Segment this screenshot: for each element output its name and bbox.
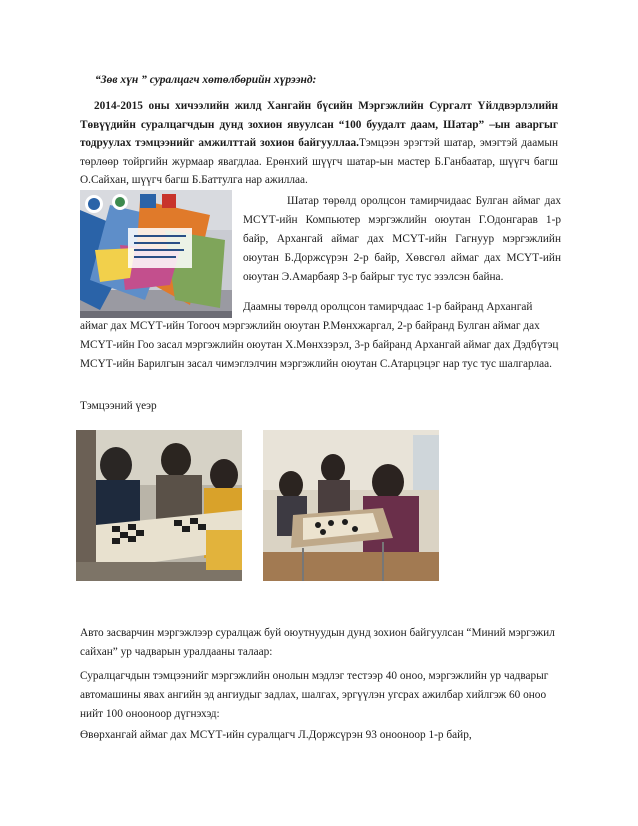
tournament-photo-left-image — [76, 430, 242, 581]
intro-paragraph — [80, 97, 558, 190]
auto-competition-first-place: Өвөрхангай аймаг дах МСҮТ-ийн суралцагч Л.Доржсүрэн 93 онооноор 1-р байр, — [80, 729, 472, 741]
auto-competition-scoring: Суралцагчдын тэмцээнийг мэргэжлийн онолын мэдлэг тестээр 40 оноо, мэргэжлийн ур чадварыг автомашины явах ангийн эд ангиудыг задлах, шалгах, эргүүлэн угсрах ажилбар хийлгэж 60 оноо нийт 100 онооноор дүгнэхэд: — [80, 670, 549, 720]
banner-photo-image — [80, 190, 232, 318]
checkers-results-text: Даамны төрөлд оролцсон тамирчдаас 1-р байранд Архангай — [243, 301, 533, 313]
photo-caption: Тэмцээний үеэр — [80, 400, 157, 412]
auto-competition-intro: Авто засварчин мэргэжлээр суралцаж буй оюутнуудын дунд зохион байгуулсан “Миний мэргэжил сайхан” ур чадварын уралдааны талаар: — [80, 627, 555, 658]
intro-bold-text: 2014-2015 оны хичээлийн жилд Хангайн бүсийн Мэргэжлийн Сургалт Үйлдвэрлэлийн Төвүүдийн суралцагчдын дунд зохион явуулсан “100 буудалт даам, Шатар” –ын аваргыг тодруулах тэмцээнийг амжилттай зохион байгууллаа. — [80, 100, 558, 149]
tournament-photo-right-image — [263, 430, 439, 581]
tournament-photo-left — [76, 430, 242, 581]
checkers-results-continued: аймаг дах МСҮТ-ийн Тогооч мэргэжлийн оюутан Р.Мөнхжаргал, 2-р байранд Булган аймаг дах МСҮТ-ийн Гоо засал мэргэжлийн оюутан Х.Мөнхзэрэл, 3-р байранд Архангай аймаг дах Дэдбүтэц МСҮТ-ийн Барилгын засал чимэглэлчин мэргэжлийн оюутан С.Атарцэцэг нар тус тус шалгарлаа. — [80, 320, 559, 370]
tournament-photo-right — [263, 430, 439, 581]
intro-normal-text: Тэмцээн эрэгтэй шатар, эмэгтэй даамын төрлөөр тойргийн журмаар явагдлаа. Ерөнхий шүүгч шатар-ын мастер Б.Ганбаатар, шүүгч багш О.Сайхан, шүүгч багш Б.Баттулга нар ажиллаа. — [80, 137, 558, 186]
banner-photo — [80, 190, 232, 318]
chess-results-text: Шатар төрөлд оролцсон тамирчидаас Булган аймаг дах МСҮТ-ийн Компьютер мэргэжлийн оюутан Г.Одонгарав 1-р байр, Архангай аймаг дах МСҮТ-ийн Гагнуур мэргэжлийн оюутан Б.Доржсүрэн 2-р байр, Хөвсгөл аймаг дах МСҮТ-ийн оюутан Э.Амарбаяр 3-р байрыг тус тус эзэлсэн байна. — [243, 195, 561, 283]
section-heading: “Зөв хүн ” суралцагч хөтөлбөрийн хүрээнд: — [95, 74, 317, 86]
